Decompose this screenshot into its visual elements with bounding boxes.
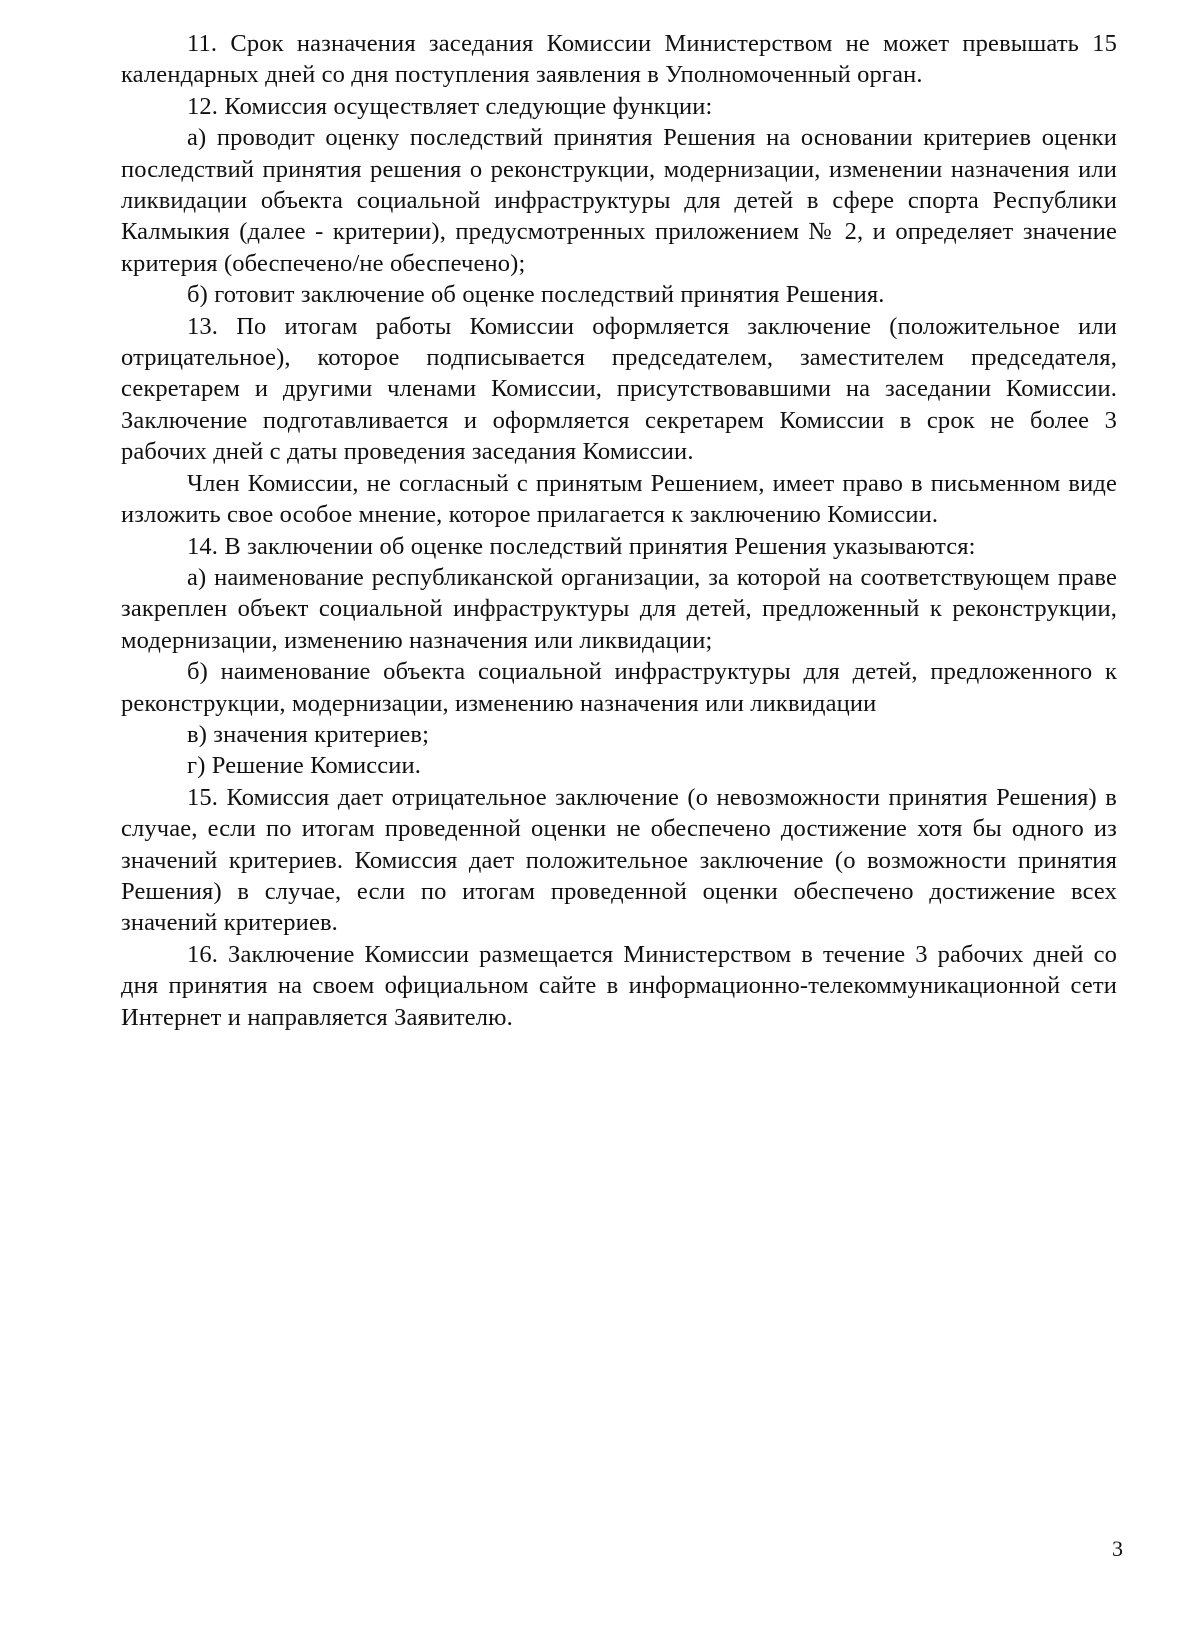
- paragraph-12-b: б) готовит заключение об оценке последствий принятия Решения.: [187, 281, 885, 309]
- document-body: [121, 28, 1117, 1033]
- paragraph-14-b: б) наименование объекта социальной инфраструктуры для детей, предложенного к реконструкции, модернизации, изменению назначения или ликвидации: [121, 658, 1117, 717]
- paragraph-13-dissent: Член Комиссии, не согласный с принятым Решением, имеет право в письменном виде изложить свое особое мнение, которое прилагается к заключению Комиссии.: [121, 469, 1117, 529]
- paragraph-11: 11. Срок назначения заседания Комиссии Министерством не может превышать 15 календарных дней со дня поступления заявления в Уполномоченный орган.: [121, 30, 1117, 89]
- paragraph-13: 13. По итогам работы Комиссии оформляется заключение (положительное или отрицательное), которое подписывается председателем, заместителем председателя, секретарем и другими членами Комиссии, присутствовавшими на заседании Комиссии. Заключение подготавливается и оформляется секретарем Комиссии в срок не более 3 рабочих дней с даты проведения заседания Комиссии.: [121, 312, 1117, 466]
- page-number: 3: [1112, 1536, 1123, 1561]
- paragraph-12: 12. Комиссия осуществляет следующие функции:: [187, 92, 713, 120]
- paragraph-15: 15. Комиссия дает отрицательное заключение (о невозможности принятия Решения) в случае, если по итогам проведенной оценки не обеспечено достижение хотя бы одного из значений критериев. Комиссия дает положительное заключение (о возможности принятия Решения) в случае, если по итогам проведенной оценки обеспечено достижение всех значений критериев.: [121, 783, 1117, 937]
- paragraph-14: 14. В заключении об оценке последствий принятия Решения указываются:: [187, 532, 976, 560]
- paragraph-14-a: а) наименование республиканской организации, за которой на соответствующем праве закреплен объект социальной инфраструктуры для детей, предложенный к реконструкции, модернизации, изменению назначения или ликвидации;: [121, 563, 1117, 654]
- paragraph-14-g: г) Решение Комиссии.: [187, 752, 422, 780]
- paragraph-12-a: а) проводит оценку последствий принятия Решения на основании критериев оценки последствий принятия решения о реконструкции, модернизации, изменении назначения или ликвидации объекта социальной инфраструктуры для детей в сфере спорта Республики Калмыкия (далее - критерии), предусмотренных приложением № 2, и определяет значение критерия (обеспечено/не обеспечено);: [121, 124, 1117, 277]
- paragraph-14-v: в) значения критериев;: [187, 720, 430, 748]
- paragraph-16: 16. Заключение Комиссии размещается Министерством в течение 3 рабочих дней со дня принятия на своем официальном сайте в информационно-телекоммуникационной сети Интернет и направляется Заявителю.: [121, 940, 1117, 1031]
